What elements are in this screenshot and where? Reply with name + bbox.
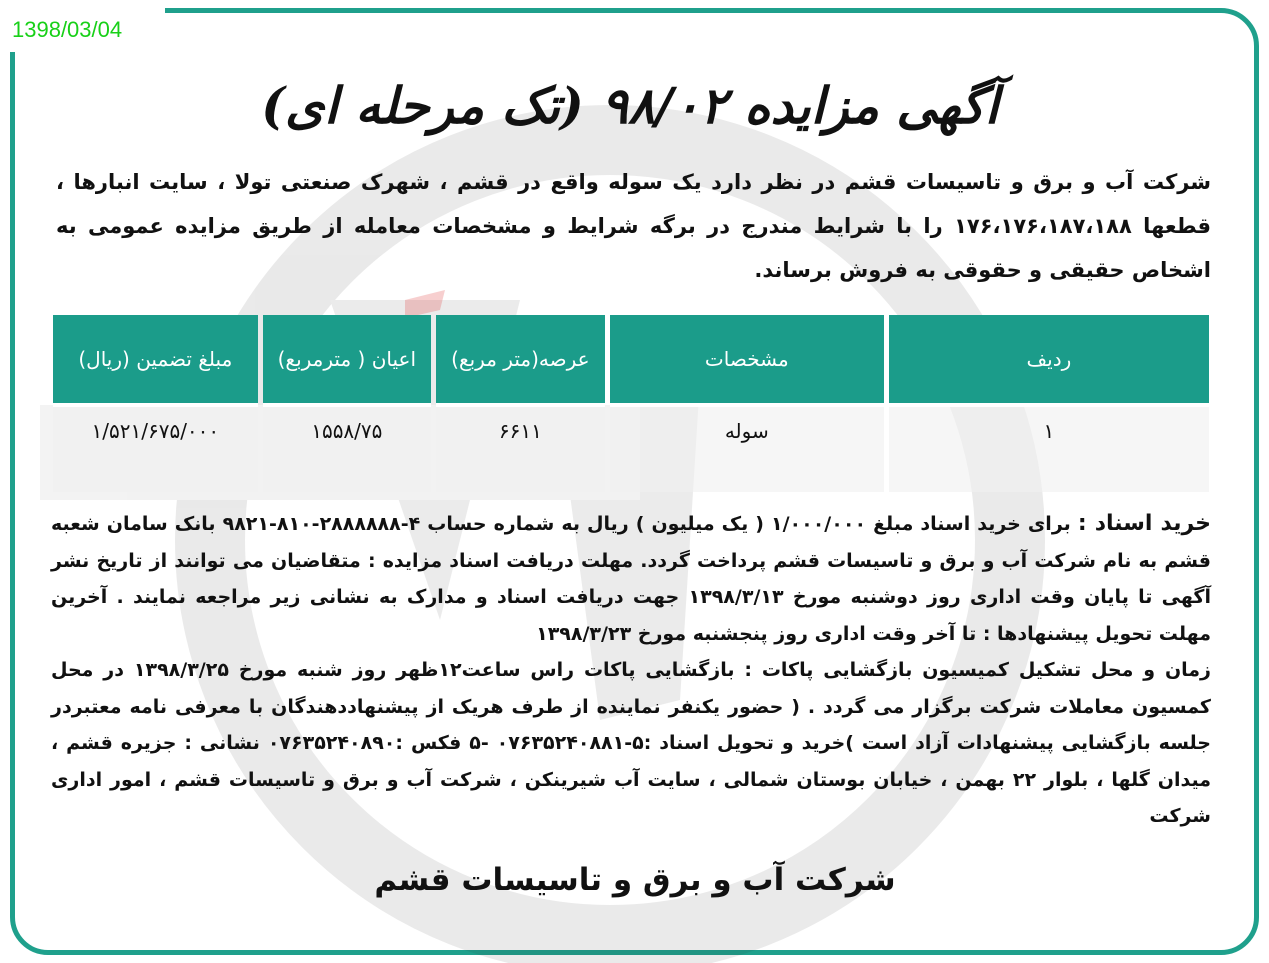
documents-text: برای خرید اسناد مبلغ ۱/۰۰۰/۰۰۰ ( یک میلیون ) ریال به شماره حساب ۴-۲۸۸۸۸۸۸-۸۱۰-۹۸۲۱ بانک سامان شعبه قشم به نام شرکت آب و برق و تاسیسات قشم پرداخت گردد. مهلت دریافت اسناد مزایده : متقاضیان می توانند از تاریخ نشر آگهی تا پایان وقت اداری روز دوشنبه مورخ ۱۳۹۸/۳/۱۳ جهت دریافت اسناد و مدارک به نشانی زیر مراجعه نمایند . آخرین مهلت تحویل پیشنهادها : تا آخر وقت اداری روز پنجشنبه مورخ ۱۳۹۸/۳/۲۳ — [51, 513, 1211, 645]
cell-row-number: ۱ — [889, 403, 1209, 492]
intro-paragraph: شرکت آب و برق و تاسیسات قشم در نظر دارد یک سوله واقع در قشم ، شهرک صنعتی تولا ، سایت انبارها ، قطعها ۱۷۶،۱۷۶،۱۸۷،۱۸۸ را با شرایط مندرج در برگه شرایط و مشخصات معامله از طریق مزایده عمومی به اشخاص حقیقی و حقوقی به فروش برساند. — [56, 170, 1211, 282]
ad-title: آگهی مزایده ۹۸/۰۲ (تک مرحله ای) — [261, 76, 999, 135]
header-row-number: ردیف — [889, 315, 1209, 403]
opening-paragraph: زمان و محل تشکیل کمیسیون بازگشایی پاکات : بازگشایی پاکات راس ساعت۱۲ظهر روز شنبه مورخ ۱۳۹۸/۳/۲۵ در محل کمسیون معاملات شرکت برگزار می گردد . ( حضور یکنفر نماینده از طرف هریک از پیشنهاددهندگان با معرفی نامه معتبردر جلسه بازگشایی پیشنهادات آزاد است )خرید و تحویل اسناد :۵-۰۷۶۳۵۲۴۰۸۸۱ -۵ فکس :۰۷۶۳۵۲۴۰۸۹۰ نشانی : جزیره قشم ، میدان گلها ، بلوار ۲۲ بهمن ، خیابان بوستان شمالی ، سایت آب شیرینکن ، شرکت آب و برق و تاسیسات قشم ، امور اداری شرکت — [51, 659, 1212, 827]
table-header-row — [53, 315, 1209, 403]
header-land-area: عرصه(متر مربع) — [436, 315, 605, 403]
table-row — [53, 403, 1209, 492]
documents-label: خرید اسناد : — [1077, 511, 1211, 536]
cell-guarantee-amount: ۱/۵۲۱/۶۷۵/۰۰۰ — [53, 403, 258, 492]
header-specs: مشخصات — [610, 315, 884, 403]
cell-building-area: ۱۵۵۸/۷۵ — [263, 403, 431, 492]
header-guarantee-amount: مبلغ تضمین (ریال) — [53, 315, 258, 403]
specs-table — [48, 315, 1214, 492]
cell-land-area: ۶۶۱۱ — [436, 403, 605, 492]
documents-paragraph — [51, 506, 1211, 652]
header-building-area: اعیان ( مترمربع) — [263, 315, 431, 403]
company-signature: شرکت آب و برق و تاسیسات قشم — [374, 862, 896, 898]
conditions-text — [51, 506, 1211, 835]
cell-specs: سوله — [610, 403, 884, 492]
date-stamp: 1398/03/04 — [12, 17, 123, 42]
